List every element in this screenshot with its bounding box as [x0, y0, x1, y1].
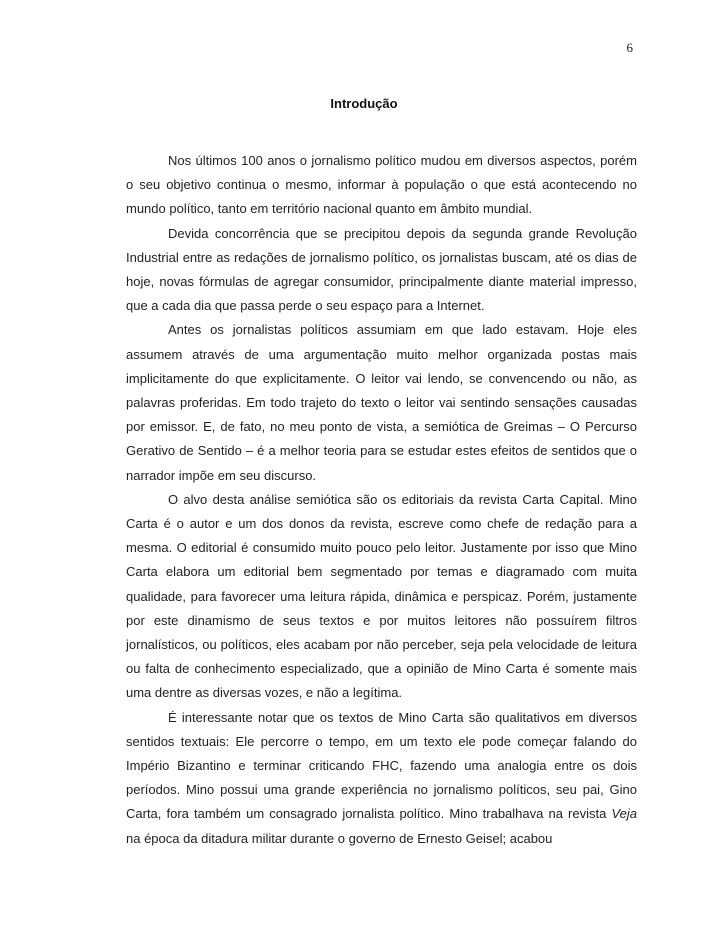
paragraph-5-text-end: na época da ditadura militar durante o governo de Ernesto Geisel; acabou: [126, 830, 553, 846]
page-number: 6: [626, 40, 633, 55]
body-text: [126, 149, 637, 851]
paragraph-4: O alvo desta análise semiótica são os editoriais da revista Carta Capital. Mino Carta é o autor e um dos donos da revista, escreve como chefe de redação para a mesma. O editorial é consumido muito pouco pelo leitor. Justamente por isso que Mino Carta elabora um editorial bem segmentado por temas e diagramado com muita qualidade, para favorecer uma leitura rápida, dinâmica e perspicaz. Porém, justamente por este dinamismo de seus textos e por muitos leitores não possuírem filtros jornalísticos, ou políticos, eles acabam por não perceber, seja pela velocidade de leitura ou falta de conhecimento especializado, que a opinião de Mino Carta é somente mais uma dentre as diversas vozes, e não a legítima.: [126, 491, 637, 701]
paragraph-2: Devida concorrência que se precipitou depois da segunda grande Revolução Industrial entre as redações de jornalismo político, os jornalistas buscam, até os dias de hoje, novas fórmulas de agregar consumidor, principalmente diante material impresso, que a cada dia que passa perde o seu espaço para a Internet.: [126, 225, 637, 314]
paragraph-1: Nos últimos 100 anos o jornalismo político mudou em diversos aspectos, porém o seu objetivo continua o mesmo, informar à população o que está acontecendo no mundo político, tanto em território nacional quanto em âmbito mundial.: [126, 153, 637, 217]
paragraph-5-text-start: É interessante notar que os textos de Mino Carta são qualitativos em diversos sentidos textuais: Ele percorre o tempo, em um texto ele pode começar falando do Império Bizantino e terminar criticando FHC, fazendo uma analogia entre os dois períodos. Mino possui uma grande experiência no jornalismo políticos, seu pai, Gino Carta, fora também um consagrado jornalista político. Mino trabalhava na revista: [126, 709, 637, 822]
section-title: Introdução: [330, 96, 398, 111]
paragraph-3: Antes os jornalistas políticos assumiam em que lado estavam. Hoje eles assumem através de uma argumentação muito melhor organizada postas mais implicitamente do que explicitamente. O leitor vai lendo, se convencendo ou não, as palavras proferidas. Em todo trajeto do texto o leitor vai sentindo sensações causadas por emissor. E, de fato, no meu ponto de vista, a semiótica de Greimas – O Percurso Gerativo de Sentido – é a melhor teoria para se estudar estes efeitos de sentidos que o narrador impõe em seu discurso.: [126, 322, 637, 483]
magazine-name-italic: Veja: [611, 806, 637, 822]
paragraph-5: [126, 706, 637, 851]
